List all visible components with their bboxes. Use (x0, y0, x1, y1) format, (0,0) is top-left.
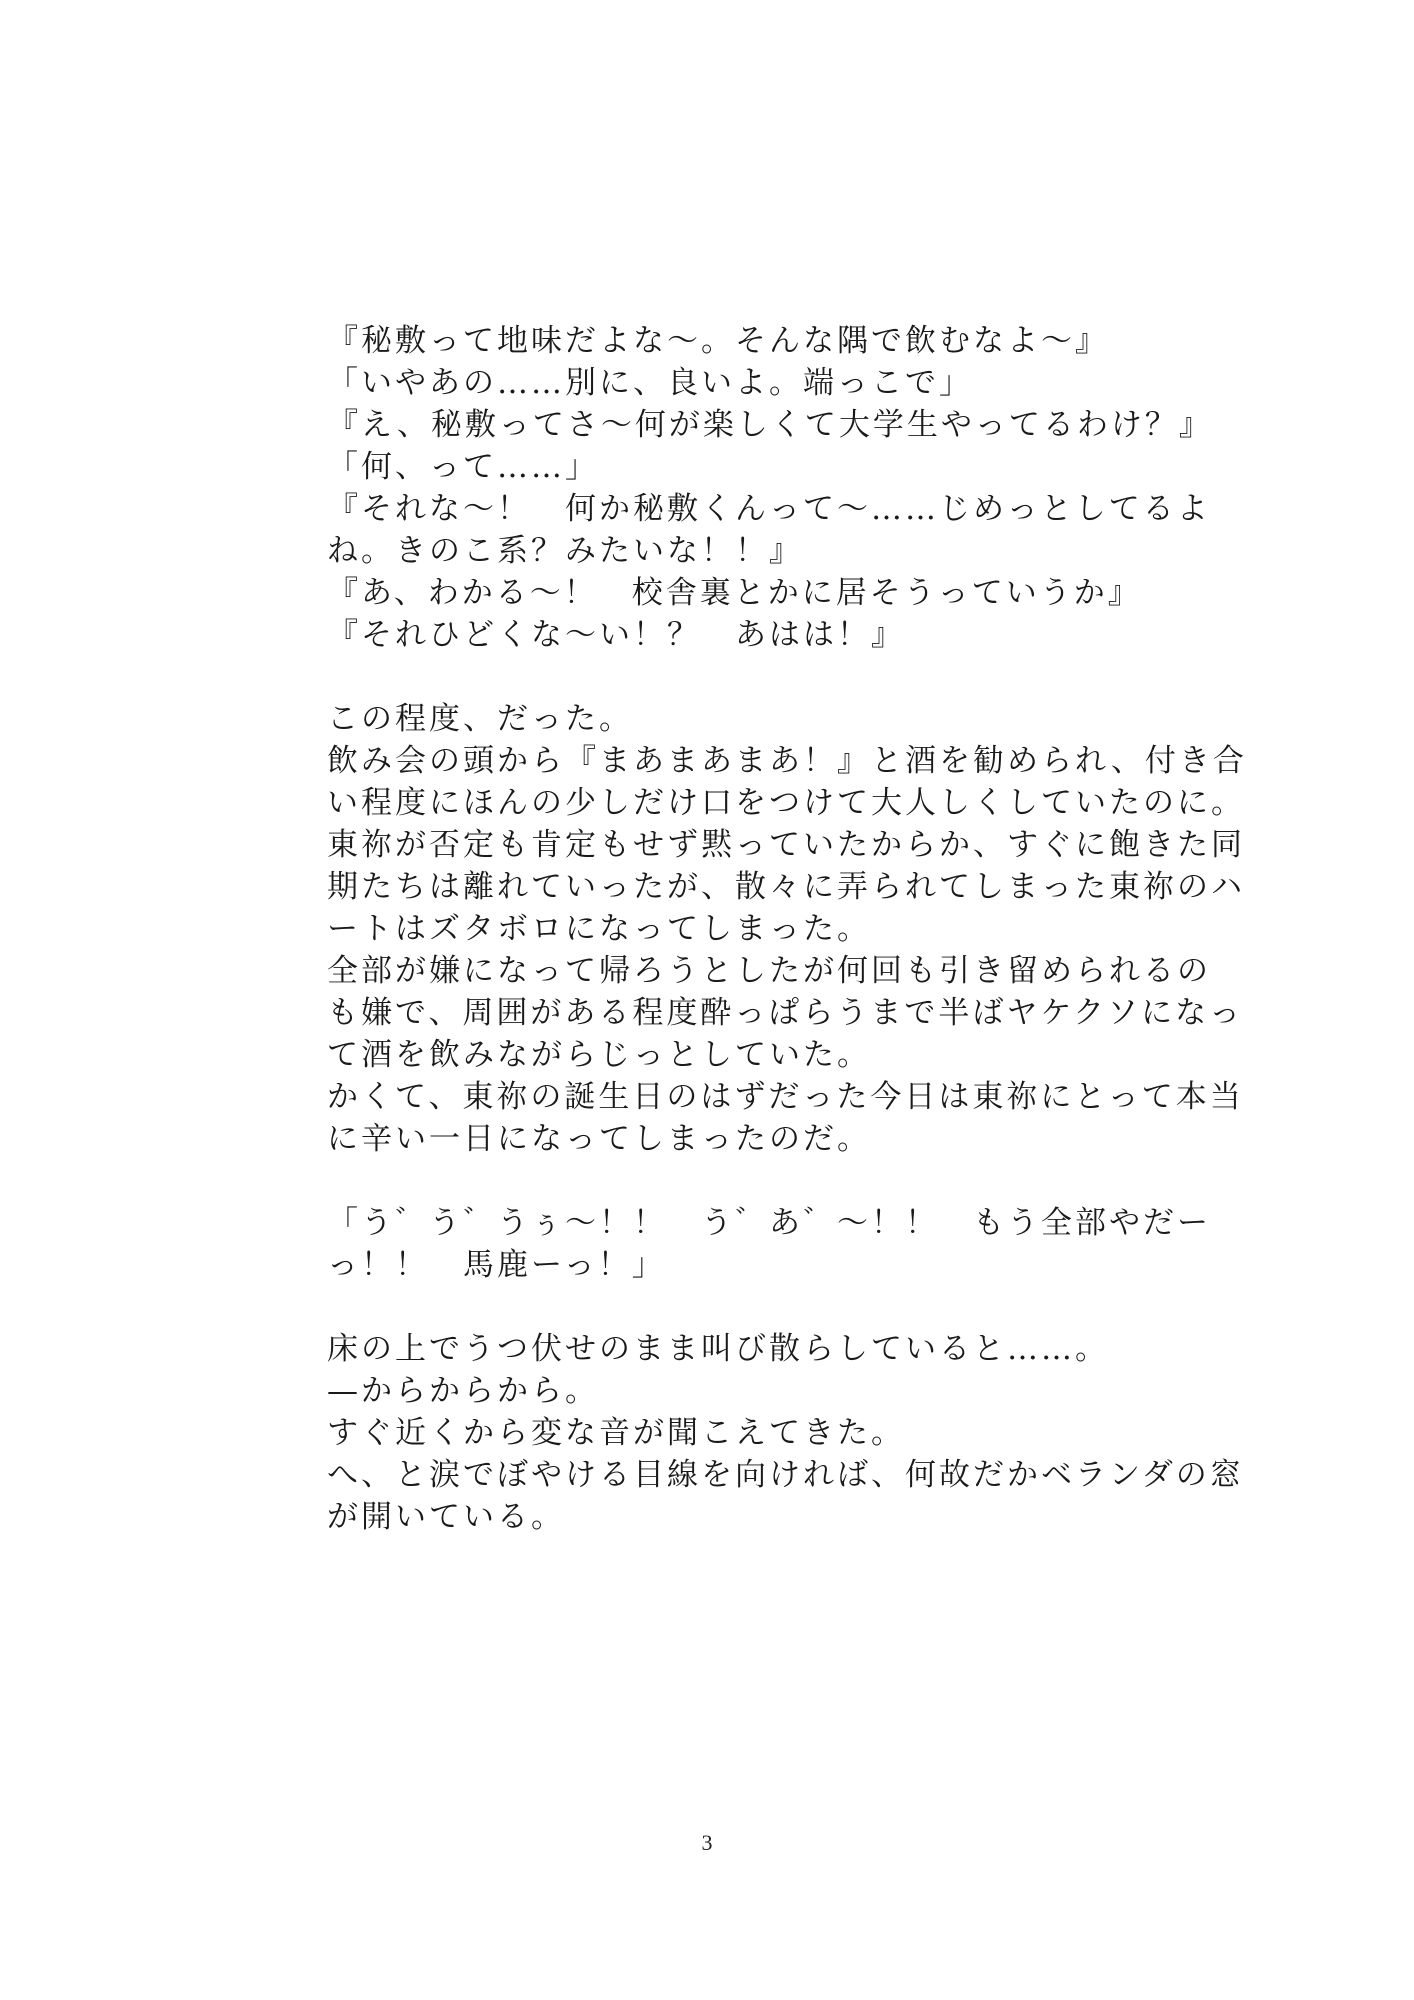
text-line: ートはズタボロになってしまった。 (327, 911, 871, 947)
text-line: 「う゛う゛うぅ～！！ う゛あ゛～！！ もう全部やだー (327, 1205, 1211, 1241)
text-line: 期たちは離れていったが、散々に弄られてしまった東祢のハ (327, 869, 1245, 905)
text-line: へ、と涙でぼやける目線を向ければ、何故だかベランダの窓 (327, 1457, 1244, 1493)
blank-line (327, 1286, 1107, 1328)
text-line: 「何、って……」 (327, 449, 599, 485)
text-line: が開いている。 (327, 1499, 565, 1535)
blank-line (327, 1160, 1107, 1202)
text-line: っ！！ 馬鹿ーっ！」 (327, 1247, 666, 1283)
text-line: 「いやあの……別に、良いよ。端っこで」 (327, 365, 973, 401)
text-line: 『あ、わかる～！ 校舎裏とかに居そうっていうか』 (327, 575, 1142, 611)
page-number: 3 (701, 1830, 713, 1855)
blank-line (327, 656, 1107, 698)
text-line: —からからから。 (327, 1373, 599, 1409)
text-line: に辛い一日になってしまったのだ。 (327, 1121, 871, 1157)
text-line: 飲み会の頭から『まあまあまあ！』と酒を勧められ、付き合 (327, 743, 1247, 779)
text-line: 『それな～！ 何か秘敷くんって～……じめっとしてるよ (327, 491, 1211, 527)
text-line: 『それひどくな～い！？ あはは！』 (327, 617, 905, 653)
text-line: て酒を飲みながらじっとしていた。 (327, 1037, 871, 1073)
text-line: も嫌で、周囲がある程度酔っぱらうまで半ばヤケクソになっ (327, 995, 1244, 1031)
text-line: 『秘敷って地味だよな～。そんな隅で飲むなよ～』 (327, 323, 1109, 359)
text-line: かくて、東祢の誕生日のはずだった今日は東祢にとって本当 (327, 1079, 1244, 1115)
text-line: 床の上でうつ伏せのまま叫び散らしていると……。 (327, 1331, 1109, 1367)
text-line: 『え、秘敷ってさ～何が楽しくて大学生やってるわけ？』 (327, 407, 1213, 443)
text-line: ね。きのこ系？みたいな！！』 (327, 533, 803, 569)
body-text (327, 320, 1247, 1538)
text-line: この程度、だった。 (327, 701, 633, 737)
text-line: い程度にほんの少しだけ口をつけて大人しくしていたのに。 (327, 785, 1245, 821)
text-line: 東祢が否定も肯定もせず黙っていたからか、すぐに飽きた同 (327, 827, 1245, 863)
text-line: 全部が嫌になって帰ろうとしたが何回も引き留められるの (327, 953, 1211, 989)
text-line: すぐ近くから変な音が聞こえてきた。 (327, 1415, 905, 1451)
